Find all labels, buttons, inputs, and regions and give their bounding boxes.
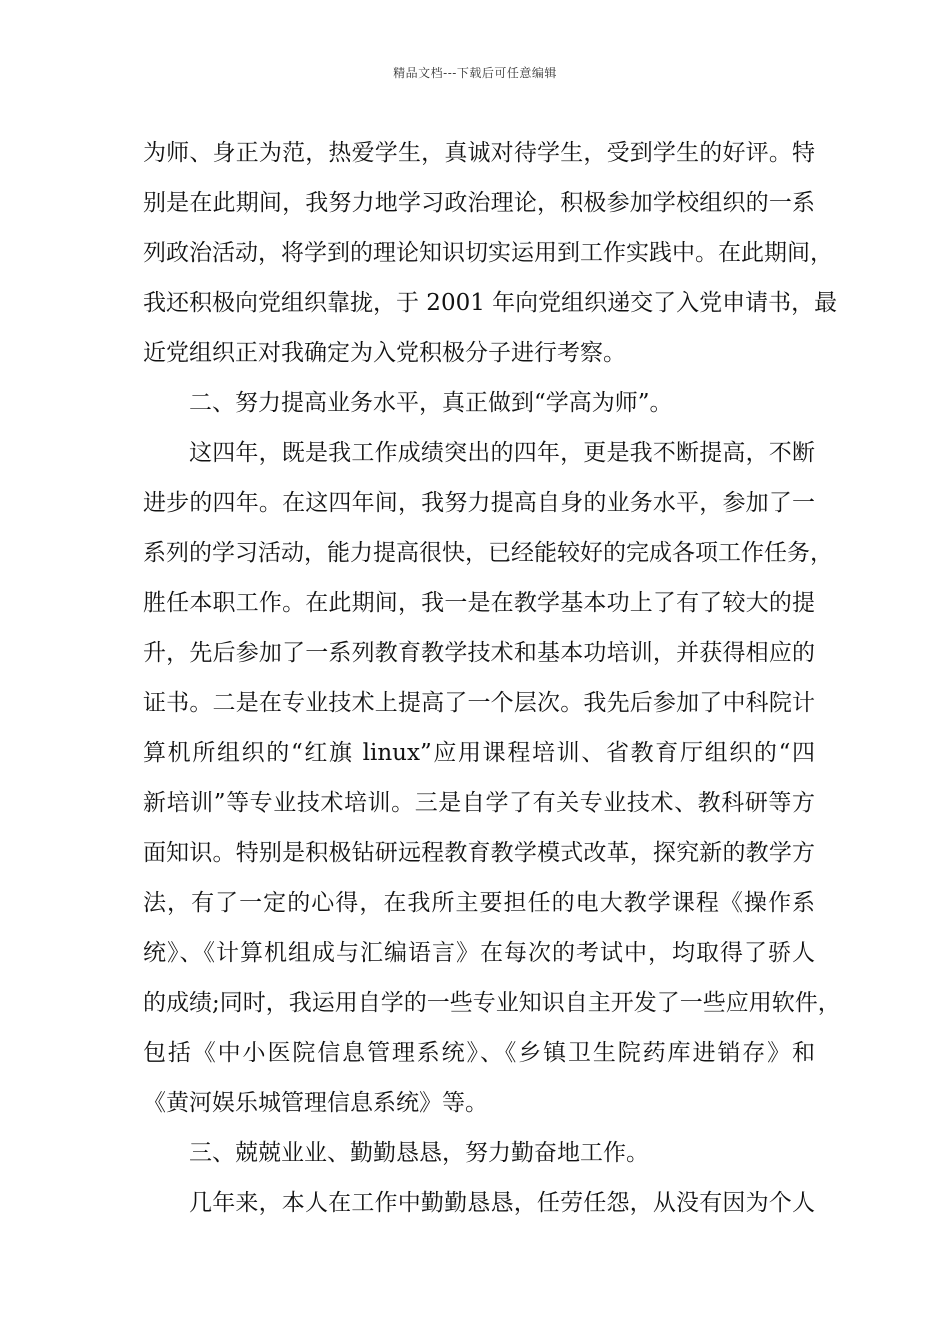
text-line: 升，先后参加了一系列教育教学技术和基本功培训，并获得相应的 — [143, 640, 815, 666]
text-line: 别是在此期间，我努力地学习政治理论，积极参加学校组织的一系 — [143, 190, 815, 216]
text-line: 《黄河娱乐城管理信息系统》等。 — [143, 1090, 488, 1116]
page-header: 精品文档---下载后可任意编辑 — [393, 66, 557, 80]
text-line: 为师、身正为范，热爱学生，真诚对待学生，受到学生的好评。特 — [143, 140, 815, 166]
text-line: 面知识。特别是积极钻研远程教育教学模式改革，探究新的教学方 — [143, 840, 815, 866]
text-line: 我还积极向党组织靠拢，于 2001 年向党组织递交了入党申请书，最 — [143, 290, 838, 316]
text-line: 统》、《计算机组成与汇编语言》在每次的考试中，均取得了骄人 — [143, 940, 815, 966]
section-heading: 二、努力提高业务水平，真正做到“学高为师”。 — [189, 390, 673, 416]
text-line: 新培训”等专业技术培训。三是自学了有关专业技术、教科研等方 — [143, 790, 815, 816]
section-heading: 三、兢兢业业、勤勤恳恳，努力勤奋地工作。 — [189, 1140, 649, 1166]
text-line: 近党组织正对我确定为入党积极分子进行考察。 — [143, 340, 626, 366]
text-line: 进步的四年。在这四年间，我努力提高自身的业务水平，参加了一 — [143, 490, 815, 516]
body-text — [143, 128, 841, 1228]
text-line: 证书。二是在专业技术上提高了一个层次。我先后参加了中科院计 — [143, 690, 815, 716]
text-line: 包括《中小医院信息管理系统》、《乡镇卫生院药库进销存》和 — [143, 1040, 815, 1066]
text-line: 列政治活动，将学到的理论知识切实运用到工作实践中。在此期间， — [143, 240, 833, 266]
text-line: 算机所组织的“红旗 linux”应用课程培训、省教育厅组织的“四 — [143, 740, 815, 766]
text-line: 胜任本职工作。在此期间，我一是在教学基本功上了有了较大的提 — [143, 590, 815, 616]
text-line: 这四年，既是我工作成绩突出的四年，更是我不断提高，不断 — [189, 440, 815, 466]
text-line: 的成绩;同时，我运用自学的一些专业知识自主开发了一些应用软件， — [143, 990, 841, 1016]
text-line: 法，有了一定的心得，在我所主要担任的电大教学课程《操作系 — [143, 890, 815, 916]
text-line: 系列的学习活动，能力提高很快，已经能较好的完成各项工作任务， — [143, 540, 833, 566]
text-line: 几年来，本人在工作中勤勤恳恳，任劳任怨，从没有因为个人 — [189, 1190, 815, 1216]
